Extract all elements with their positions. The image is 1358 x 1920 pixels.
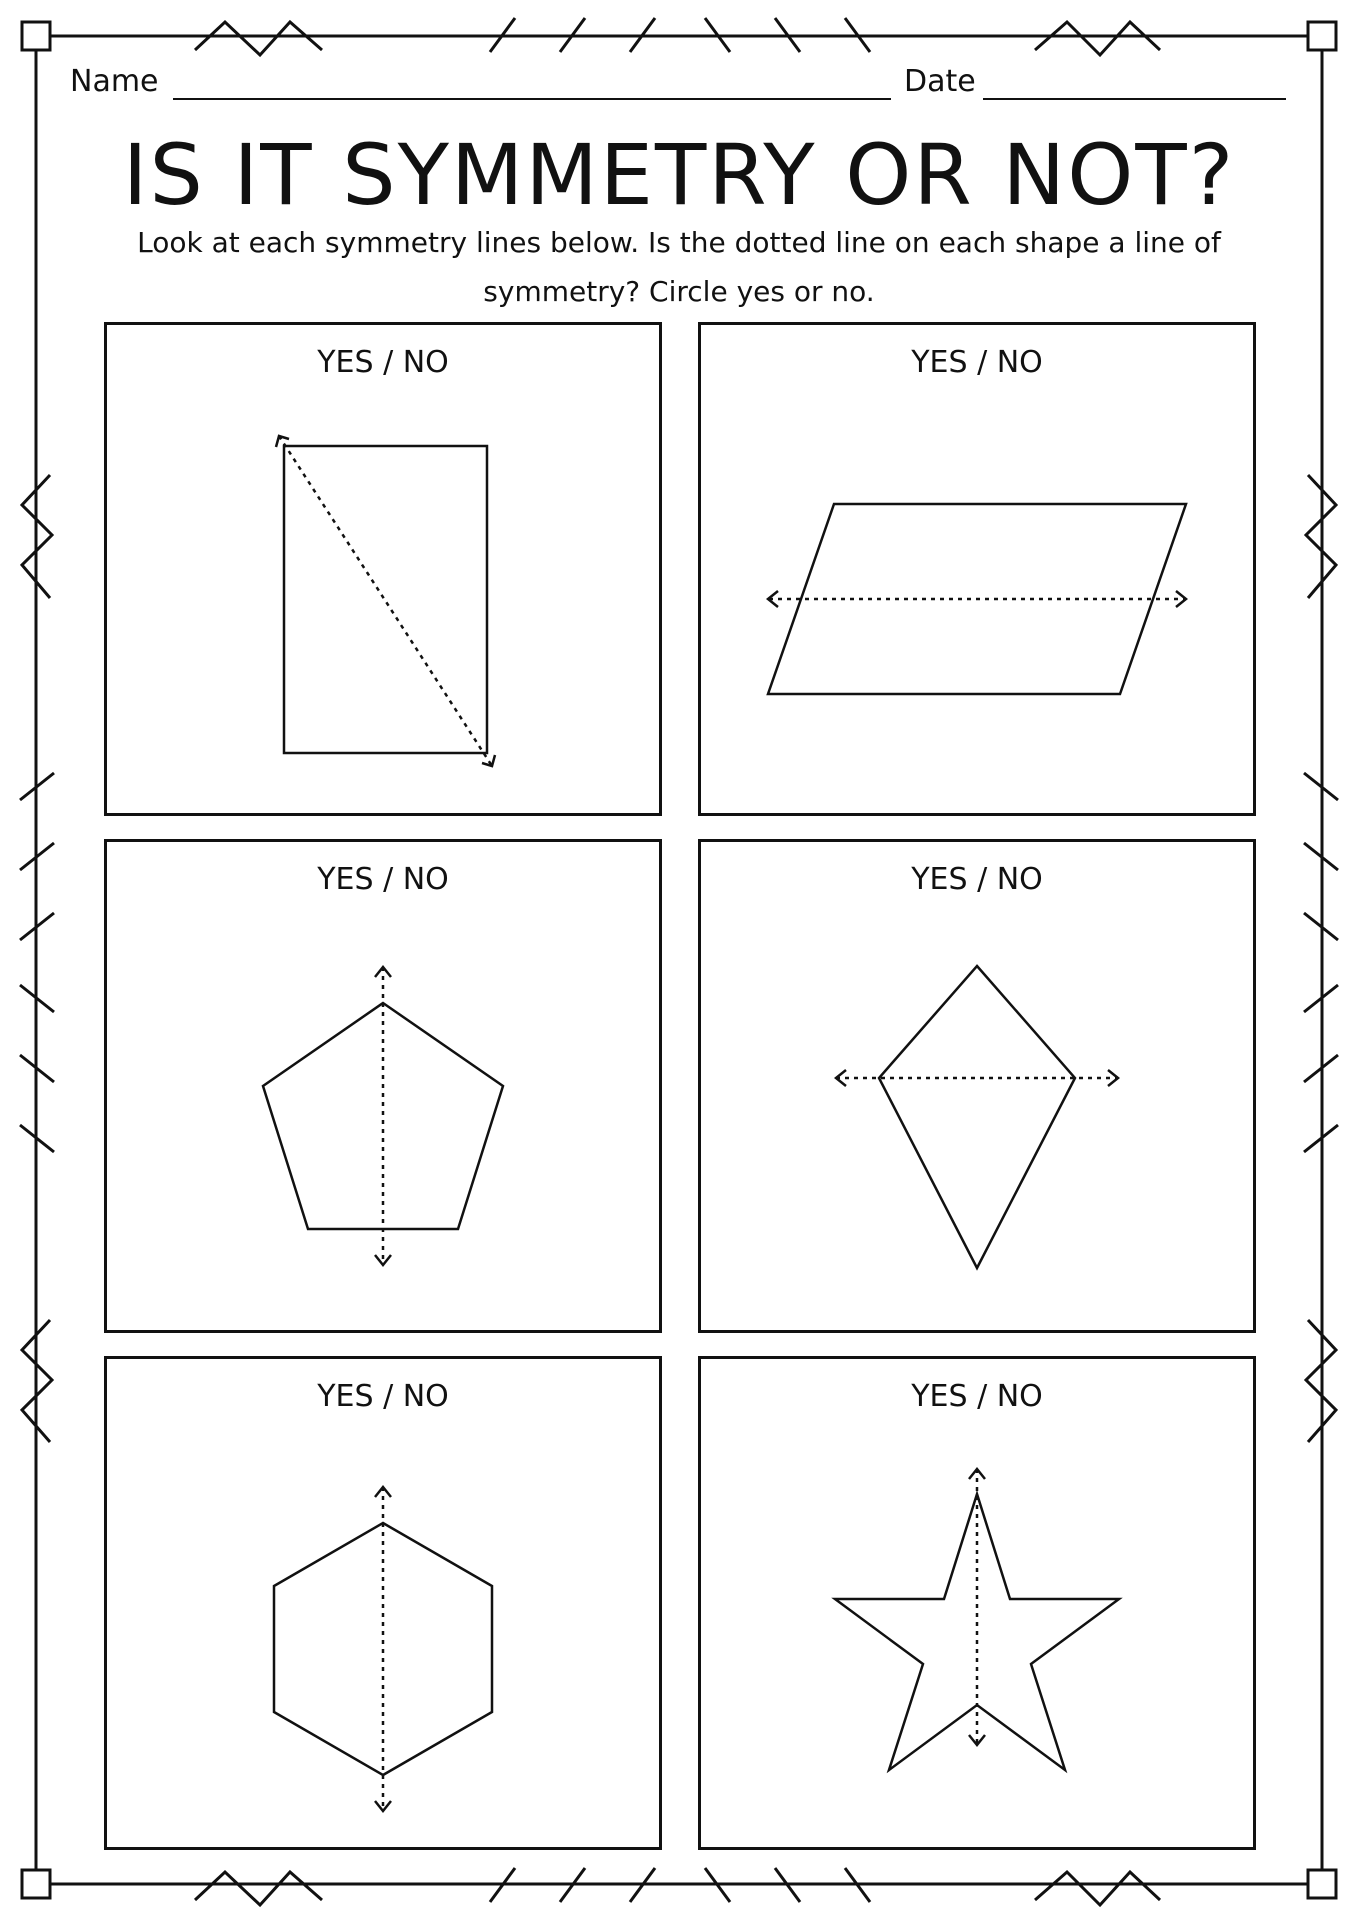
corner-square: [1308, 22, 1336, 50]
kite-figure: [701, 842, 1253, 1330]
name-date-row: [70, 64, 1290, 108]
yes-no-answer[interactable]: YES / NO: [317, 1379, 449, 1414]
shape-panel-star: [698, 1356, 1256, 1850]
shape-panel-parallelogram: [698, 322, 1256, 816]
star-figure: [701, 1359, 1253, 1847]
yes-no-answer[interactable]: YES / NO: [911, 1379, 1043, 1414]
zigzag-ornament: [1035, 22, 1160, 55]
date-label: Date: [904, 64, 976, 99]
zigzag-ornament: [195, 22, 322, 55]
shape-panel-kite: [698, 839, 1256, 1333]
corner-square: [1308, 1870, 1336, 1898]
date-field[interactable]: [983, 98, 1286, 100]
shape-panel-hexagon: [104, 1356, 662, 1850]
pentagon-figure: [107, 842, 659, 1330]
worksheet-title: IS IT SYMMETRY OR NOT?: [122, 126, 1236, 224]
arrowhead: [969, 1469, 985, 1479]
yes-no-answer[interactable]: YES / NO: [317, 862, 449, 897]
dotted-line: [279, 436, 492, 766]
yes-no-answer[interactable]: YES / NO: [317, 345, 449, 380]
shape-panel-pentagon: [104, 839, 662, 1333]
corner-square: [22, 22, 50, 50]
zigzag-ornament: [1035, 1872, 1160, 1905]
yes-no-answer[interactable]: YES / NO: [911, 862, 1043, 897]
arrowhead: [482, 755, 495, 766]
parallelogram-figure: [701, 325, 1253, 813]
arrowhead: [375, 967, 391, 977]
arrowhead: [836, 1070, 846, 1086]
kite-shape: [879, 966, 1075, 1268]
yes-no-answer[interactable]: YES / NO: [911, 345, 1043, 380]
shape-panel-rectangle: [104, 322, 662, 816]
name-label: Name: [70, 64, 159, 99]
hexagon-figure: [107, 1359, 659, 1847]
name-field[interactable]: [173, 98, 891, 100]
corner-square: [22, 1870, 50, 1898]
rectangle-figure: [107, 325, 659, 813]
zigzag-ornament: [195, 1872, 322, 1905]
arrowhead: [375, 1487, 391, 1497]
instructions: Look at each symmetry lines below. Is the dotted line on each shape a line of symmetry? Circle yes or no.: [137, 226, 1221, 308]
